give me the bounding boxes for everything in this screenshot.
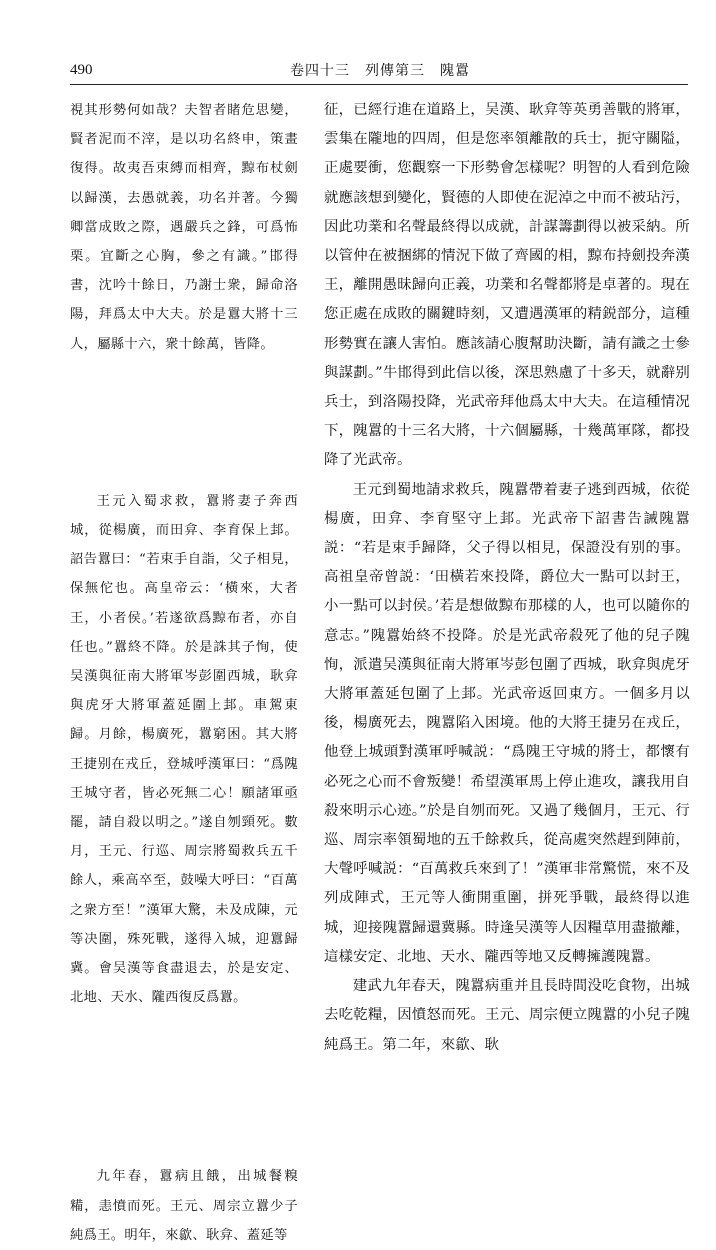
translation-paragraph-2: 王元到蜀地請求救兵，隗囂帶着妻子逃到西城，依從楊廣，田弇、李育堅守上邽。光武帝下詔書告誡隗囂説：“若是束手歸降，父子得以相見，保證没有别的事。高祖皇帝曾説：‘田橫若來投降，爵位大一點可以封王，小一點可以封侯。’若是想做黥布那樣的人，也可以隨你的意志。”隗囂始終不投降。於是光武帝殺死了他的兒子隗恂，派遣吴漢與征南大將軍岑彭包圍了西城，耿弇與虎牙大將軍蓋延包圍了上邽。光武帝返回東方。一個多月以後，楊廣死去，隗囂陷入困境。他的大將王捷另在戎丘，他登上城頭對漢軍呼喊説：“爲隗王守城的將士，都懷有必死之心而不會叛變！希望漢軍馬上停止進攻，讓我用自殺來明示心迹。”於是自刎而死。又過了幾個月，王元、行巡、周宗率領蜀地的五千餘救兵，從高處突然趕到陣前，大聲呼喊説：“百萬救兵來到了！”漢軍非常驚慌，來不及列成陣式，王元等人衝開重圍，拼死爭戰，最終得以進城，迎接隗囂歸還冀縣。時逢吴漢等人因糧草用盡撤離，這樣安定、北地、天水、隴西等地又反轉擁護隗囂。 — [324, 481, 690, 965]
translation-column — [324, 96, 690, 1060]
classical-paragraph-1: 視其形勢何如哉？夫智者睹危思變，賢者泥而不滓，是以功名終申，策畫復得。故夷吾束縛而相齊，黥布杖劍以歸漢，去愚就義，功名并著。今獨卿當成敗之際，遇嚴兵之鋒，可爲怖栗。宜斷之心胸，參之有識。”邯得書，沈吟十餘日，乃謝士衆，歸命洛陽，拜爲太中大夫。於是囂大將十三人，屬縣十六，衆十餘萬，皆降。 — [70, 103, 298, 352]
translation-paragraph-3: 建武九年春天，隗囂病重并且長時間没吃食物，出城去吃乾糧，因憤怒而死。王元、周宗便立隗囂的小兒子隗純爲王。第二年，來歙、耿 — [324, 978, 690, 1053]
translation-paragraph-1: 征，已經行進在道路上，吴漢、耿弇等英勇善戰的將軍，雲集在隴地的四周，但是您率領離散的兵士，扼守關隘，正處要衝，您觀察一下形勢會怎樣呢？明智的人看到危險就應該想到變化，賢德的人即使在泥淖之中而不被玷污，因此功業和名聲最終得以成就，計謀籌劃得以被采納。所以管仲在被捆綁的情況下做了齊國的相，黥布持劍投奔漢王，離開愚昧歸向正義，功業和名聲都將是卓著的。現在您正處在成敗的關鍵時刻，又遭遇漢軍的精鋭部分，這種形勢實在讓人害怕。應該請心腹幫助決斷，請有識之士參與謀劃。”牛邯得到此信以後，深思熟慮了十多天，就辭别兵士，到洛陽投降，光武帝拜他爲太中大夫。在這種情况下，隗囂的十三名大將，十六個屬縣，十幾萬軍隊，都投降了光武帝。 — [324, 102, 690, 469]
running-head: 卷四十三 列傳第三 隗囂 — [290, 63, 470, 79]
paragraph-gap — [70, 1012, 298, 1162]
page-number: 490 — [70, 62, 93, 78]
classical-text-column — [70, 96, 298, 1250]
paragraph-gap — [70, 359, 298, 487]
classical-paragraph-3: 九年春，囂病且餓，出城餐糗糒，恚憤而死。王元、周宗立囂少子純爲王。明年，來歙、耿弇、蓋延等 — [70, 1169, 298, 1243]
classical-paragraph-2: 王元入蜀求救，囂將妻子奔西城，從楊廣，而田弇、李育保上邽。詔告囂曰：“若束手自詣，父子相見，保無佗也。高皇帝云：‘橫來，大者王，小者侯。’若遂欲爲黥布者，亦自任也。”囂終不降。於是誅其子恂，使吴漢與征南大將軍岑彭圍西城，耿弇與虎牙大將軍蓋延圍上邽。車駕東歸。月餘，楊廣死，囂窮困。其大將王捷别在戎丘，登城呼漢軍曰：“爲隗王城守者，皆必死無二心！願諸軍亟罷，請自殺以明之。”遂自刎頸死。數月，王元、行巡、周宗將蜀救兵五千餘人，乘高卒至，鼓噪大呼曰：“百萬之衆方至！”漢軍大驚，未及成陳，元等决圍，殊死戰，遂得入城，迎囂歸冀。會吴漢等食盡退去，於是安定、北地、天水、隴西復反爲囂。 — [70, 493, 298, 1006]
header-rule — [70, 84, 688, 85]
page-header — [0, 0, 716, 86]
